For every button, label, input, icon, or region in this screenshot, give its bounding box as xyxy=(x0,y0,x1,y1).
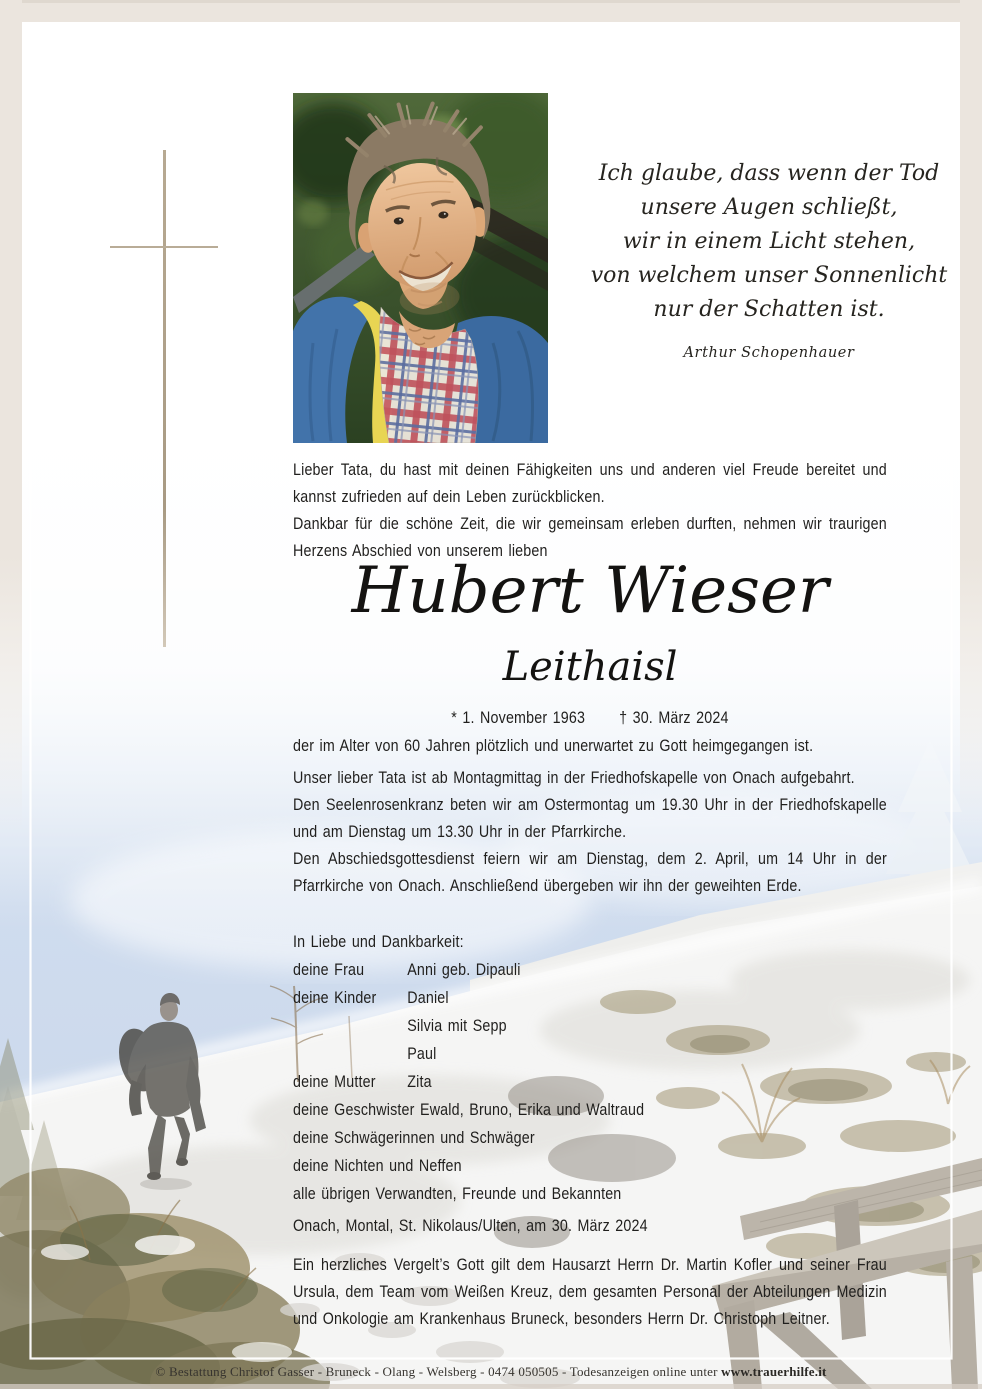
funeral-text-1: Unser lieber Tata ist ab Montagmittag in der Friedhofskapelle von Onach aufgebahrt. xyxy=(293,768,855,787)
mourner-label: deine Kinder xyxy=(293,988,377,1007)
funeral-text-3: Den Abschiedsgottesdienst feiern wir am Dienstag, dem 2. April, um 14 Uhr in der Pfarrkirche von Onach. Anschließend übergeben wir ihn der geweihten Erde. xyxy=(293,849,887,895)
death-date: † 30. März 2024 xyxy=(619,708,729,727)
funeral-information xyxy=(293,764,887,899)
quote-line: wir in einem Licht stehen, xyxy=(622,229,916,254)
mourners-intro: In Liebe und Dankbarkeit: xyxy=(293,932,464,951)
intro-text-2: Dankbar für die schöne Zeit, die wir gemeinsam erleben durften, nehmen wir traurigen Herzens Abschied von unserem lieben xyxy=(293,514,887,560)
intro-text-1: Lieber Tata, du hast mit deinen Fähigkeiten uns und anderen viel Freude bereitet und kannst zufrieden auf dein Leben zurückblicken. xyxy=(293,460,887,506)
mourner-value: Paul xyxy=(407,1044,437,1063)
intro-paragraph xyxy=(293,456,887,564)
mourner-label: deine Geschwister xyxy=(293,1100,415,1119)
quote-line: Ich glaube, dass wenn der Tod xyxy=(598,161,940,186)
birth-date: * 1. November 1963 xyxy=(451,708,586,727)
mourner-label: deine Mutter xyxy=(293,1072,376,1091)
cross-vertical-bar xyxy=(163,150,166,647)
mourner-value: Daniel xyxy=(407,988,449,1007)
deceased-name: Hubert Wieser xyxy=(351,554,829,628)
quote-block xyxy=(563,157,975,370)
footer-text: © Bestattung Christof Gasser - Bruneck - Olang - Welsberg - 0474 050505 - Todesanzeigen online unter xyxy=(155,1364,718,1379)
quote-line: nur der Schatten ist. xyxy=(653,297,885,322)
quote-line: unsere Augen schließt, xyxy=(640,195,898,220)
mourners-list xyxy=(293,928,887,1208)
cross-horizontal-bar xyxy=(110,246,218,248)
portrait-illustration xyxy=(293,93,548,443)
footer-link[interactable]: www.trauerhilfe.it xyxy=(721,1364,827,1379)
mourner-row xyxy=(293,1012,887,1040)
card-border-top xyxy=(0,0,982,22)
mourner-row xyxy=(293,956,887,984)
mourner-row: deine Schwägerinnen und Schwäger xyxy=(293,1128,535,1147)
mourner-row: alle übrigen Verwandten, Freunde und Bekannten xyxy=(293,1184,622,1203)
mourner-value: Anni geb. Dipauli xyxy=(407,960,521,979)
mourner-value: Zita xyxy=(407,1072,432,1091)
mourner-row xyxy=(293,1096,887,1124)
footer xyxy=(0,1364,982,1380)
mourner-row xyxy=(293,1040,887,1068)
place-date-line: Onach, Montal, St. Nikolaus/Ulten, am 30. März 2024 xyxy=(293,1216,648,1235)
quote-attribution: Arthur Schopenhauer xyxy=(683,345,855,361)
thanks-paragraph: Ein herzliches Vergelt’s Gott gilt dem Hausarzt Herrn Dr. Martin Kofler und seiner Frau Ursula, dem Team vom Weißen Kreuz, dem gesamten Personal der Abteilungen Medizin und Onkologie am Krankenhaus Bruneck, besonders Herrn Dr. Christoph Leitner. xyxy=(293,1255,887,1328)
funeral-text-2: Den Seelenrosenkranz beten wir am Ostermontag um 19.30 Uhr in der Friedhofskapelle und am Dienstag um 13.30 Uhr in der Pfarrkirche. xyxy=(293,795,887,841)
mourner-value: Silvia mit Sepp xyxy=(407,1016,507,1035)
deceased-house-name: Leithaisl xyxy=(502,644,678,690)
mourner-row xyxy=(293,1068,887,1096)
quote-line: von welchem unser Sonnenlicht xyxy=(590,263,948,288)
mourner-row xyxy=(293,984,887,1012)
card-border-bottom xyxy=(0,1384,982,1389)
mourner-value: Ewald, Bruno, Erika und Waltraud xyxy=(419,1100,645,1119)
mourner-label: deine Frau xyxy=(293,960,365,979)
portrait-photo xyxy=(293,93,548,443)
mourner-row: deine Nichten und Neffen xyxy=(293,1156,462,1175)
life-dates xyxy=(293,704,887,731)
age-line: der im Alter von 60 Jahren plötzlich und unerwartet zu Gott heimgegangen ist. xyxy=(293,736,814,755)
card-border-left xyxy=(0,0,22,1389)
